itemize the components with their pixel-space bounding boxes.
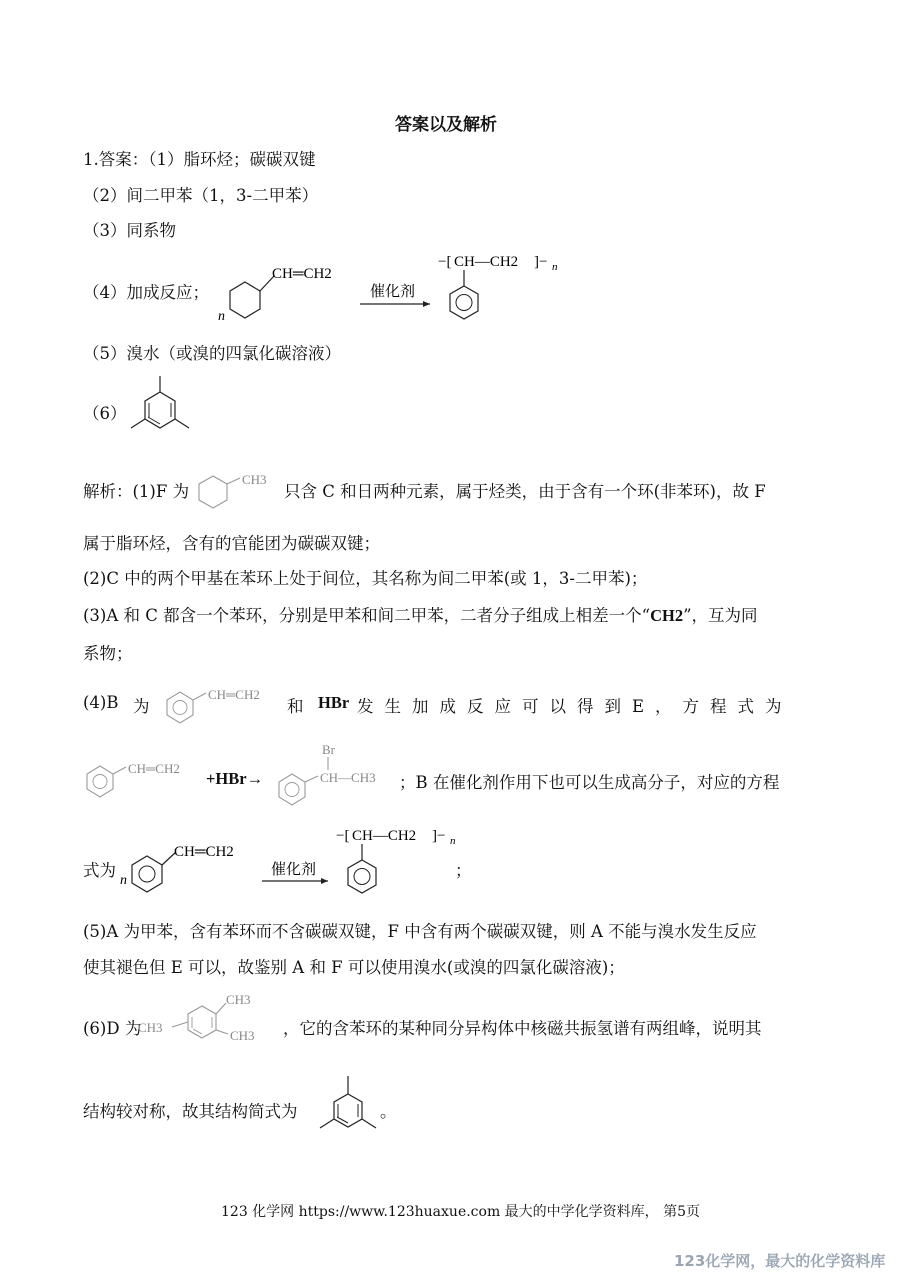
analysis-4c-end: ； bbox=[455, 861, 472, 880]
vinyl-label: CH═CH2 bbox=[272, 266, 332, 282]
benzene-ring bbox=[230, 282, 260, 318]
ch3-left-label: CH3 bbox=[138, 1020, 163, 1035]
analysis-1a: 解析：(1)F 为 bbox=[83, 482, 190, 501]
polymer-label-2: CH—CH2 bbox=[352, 828, 417, 844]
ch3-bottom-label: CH3 bbox=[230, 1028, 255, 1043]
analysis-6c: 结构较对称，故其结构简式为 bbox=[83, 1102, 298, 1121]
mesitylene-structure-2 bbox=[314, 1072, 384, 1142]
bracket-right: ]− bbox=[534, 254, 548, 270]
vinyl-label-2: CH═CH2 bbox=[174, 844, 234, 860]
ch-ch3-label: CH—CH3 bbox=[320, 770, 376, 785]
styrene-label-2: CH═CH2 bbox=[128, 761, 180, 776]
polymerization-equation-1 bbox=[212, 248, 572, 328]
catalyst-label: 催化剂 bbox=[370, 282, 416, 300]
mesitylene-structure bbox=[124, 372, 204, 444]
analysis-4a-wei: 为 bbox=[133, 697, 150, 716]
br-label: Br bbox=[322, 742, 335, 757]
bromoethylbenzene-structure bbox=[272, 742, 397, 806]
ch3-top-label: CH3 bbox=[226, 992, 251, 1007]
answer-1: 1.答案：（1）脂环烃；碳碳双键 bbox=[83, 150, 316, 169]
analysis-4a-pre: (4)B bbox=[83, 693, 119, 712]
analysis-6b: ，它的含苯环的某种同分异构体中核磁共振氢谱有两组峰，说明其 bbox=[283, 1019, 762, 1038]
watermark: 123化学网，最大的化学资料库 bbox=[674, 1252, 886, 1270]
poly-n-label: n bbox=[552, 261, 558, 273]
analysis-1b: 只含 C 和日两种元素，属于烃类，由于含有一个环(非苯环)，故 F bbox=[284, 482, 766, 501]
page-title: 答案以及解析 bbox=[395, 115, 497, 135]
benzene-ring bbox=[450, 286, 478, 319]
analysis-6a: (6)D 为 bbox=[83, 1019, 142, 1038]
analysis-4a-he: 和 bbox=[287, 697, 304, 716]
svg-text:−[: −[ bbox=[336, 828, 350, 844]
answer-4: （4）加成反应； bbox=[83, 283, 209, 302]
ch3-label: CH3 bbox=[242, 472, 267, 487]
polymerization-equation-2 bbox=[116, 822, 476, 902]
analysis-4c: 式为 bbox=[83, 861, 116, 880]
answer-3: （3）同系物 bbox=[83, 221, 176, 240]
analysis-3c: 系物； bbox=[83, 644, 133, 663]
n-label-2: n bbox=[120, 873, 127, 888]
analysis-3a-tail: ”，互为同 bbox=[683, 606, 758, 625]
analysis-1c: 属于脂环烃，含有的官能团为碳碳双键； bbox=[83, 534, 380, 553]
analysis-3a bbox=[83, 602, 758, 626]
page-footer: 123 化学网 https://www.123huaxue.com 最大的中学化学资料库， 第5页 bbox=[221, 1204, 701, 1220]
ortho-trimethylbenzene-structure bbox=[136, 990, 276, 1048]
answer-6: （6） bbox=[83, 404, 127, 423]
ch2-formula: CH2 bbox=[650, 606, 684, 625]
analysis-3a-text: (3)A 和 C 都含一个苯环，分别是甲苯和间二甲苯，二者分子组成上相差一个“ bbox=[83, 606, 651, 625]
styrene-structure-2 bbox=[80, 758, 202, 798]
analysis-5a: (5)A 为甲苯，含有苯环而不含碳碳双键，F 中含有两个碳碳双键，则 A 不能与溴水发生反应 bbox=[83, 922, 757, 941]
bracket-left: −[ bbox=[438, 254, 452, 270]
analysis-6c-end: 。 bbox=[380, 1102, 397, 1121]
catalyst-label-2: 催化剂 bbox=[271, 860, 317, 878]
styrene-structure bbox=[160, 684, 282, 724]
styrene-label: CH═CH2 bbox=[208, 687, 260, 702]
answer-5: （5）溴水（或溴的四氯化碳溶液） bbox=[83, 344, 341, 363]
svg-text:]−: ]− bbox=[432, 828, 446, 844]
poly-n-label-2: n bbox=[450, 835, 456, 847]
analysis-2: (2)C 中的两个甲基在苯环上处于间位，其名称为间二甲苯(或 1，3-二甲苯)； bbox=[83, 569, 648, 588]
answer-2: （2）间二甲苯（1，3-二甲苯） bbox=[83, 186, 319, 205]
analysis-4a-rest: 发生加成反应可以得到E，方程式为 bbox=[357, 697, 793, 716]
plus-hbr: +HBr→ bbox=[206, 769, 264, 788]
polymer-label: CH—CH2 bbox=[454, 254, 519, 270]
analysis-5b: 使其褪色但 E 可以，故鉴别 A 和 F 可以使用溴水(或溴的四氯化碳溶液)； bbox=[83, 958, 625, 977]
analysis-4b-rest: ；B 在催化剂作用下也可以生成高分子，对应的方程 bbox=[399, 773, 780, 792]
hbr-formula: HBr bbox=[318, 693, 350, 712]
methylcyclohexadiene-structure bbox=[188, 470, 280, 510]
n-label: n bbox=[218, 309, 225, 324]
